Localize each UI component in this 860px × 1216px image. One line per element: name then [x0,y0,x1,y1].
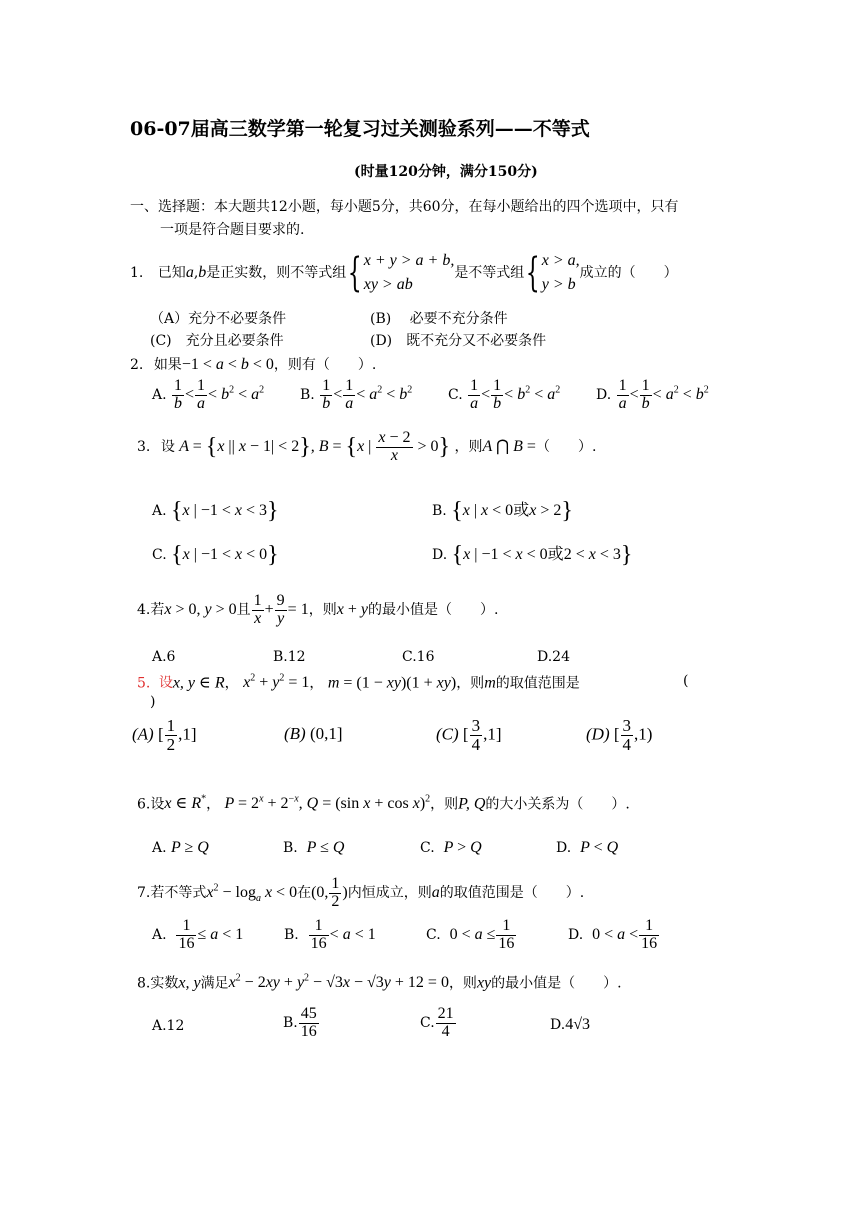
section-heading-line2: 一项是符合题目要求的. [160,222,305,238]
text: ，则有（ ）. [273,357,377,373]
label: D. [556,840,572,856]
q7-option-a: A. $\frac{1}{16}$ ≤ a < 1 [152,917,244,952]
question-4: 4.若x > 0, y > 0且 $\frac{1}{x}$ + $\frac{9}{y}$ = 1，则x + y的最小值是（ ）. [137,592,499,627]
label: C. [152,547,167,564]
q1-option-c: (C) 充分且必要条件 [150,333,284,349]
section-heading: 一、选择题：本大题共12小题，每小题5分，共60分，在每小题给出的四个选项中，只有 [130,199,679,215]
q3-option-a: A. {x | −1 < x < 3} [152,498,279,524]
q4-option-d: D.24 [537,649,570,665]
label: D. [432,547,448,564]
q6-option-a: A. P ≥ Q [152,839,209,856]
question-number: 5. [137,675,151,692]
text: （ ）. [535,438,597,455]
text: 且 [236,601,251,618]
q8-option-d: D.4√3 [550,1016,590,1033]
label: C. [420,840,435,856]
or-text: 或 [547,546,564,564]
text: 的取值范围是 [495,675,580,692]
text: 在 [297,884,312,901]
text: 设 [158,675,173,692]
label: A. [152,386,167,403]
q1-option-d: (D) 既不充分又不必要条件 [370,333,547,349]
q6-option-d: D. P < Q [556,839,619,856]
label: D. [596,386,612,403]
question-number: 4.若 [137,601,165,618]
question-number: 2. [130,357,144,373]
text: 是不等式组 [454,265,525,281]
text: ，则 [308,601,337,618]
q4-option-c: C.16 [402,649,435,665]
q8-option-c: C. $\frac{21}{4}$ [420,1005,454,1040]
question-number: 8.实数 [137,975,179,992]
text: 的最小值是（ ）. [367,601,499,618]
question-number: 1. [130,265,144,281]
text: 的最小值是（ ）. [491,975,622,992]
label: B. [283,840,298,856]
text: 设 [160,438,175,455]
q5-option-d: (D) [ $\frac{3}{4}$ ,1) [586,716,653,754]
question-5: 5. 设x, y ∈ R， $x^2 + y^2 = 1$， m = (1 − xy)(1 + xy)，则m的取值范围是 [137,673,580,692]
question-number: 7.若不等式 [137,884,207,901]
q3-option-b: B. {x | x < 0或x > 2} [432,498,573,524]
q4-option-a: A.6 [152,649,176,665]
q2-option-d: D. $\frac{1}{a}$ < $\frac{1}{b}$ < $a^2 < b^2$ [596,377,709,412]
q2-option-c: C. $\frac{1}{a}$ < $\frac{1}{b}$ < $b^2 < a^2$ [448,377,561,412]
q7-option-d: D. 0 < a < $\frac{1}{16}$ [568,917,658,952]
text: 是正实数，则不等式组 [206,265,347,281]
text: 内恒成立，则 [347,884,432,901]
q8-option-b: B. $\frac{45}{16}$ [283,1005,317,1040]
q2-option-a: A. $\frac{1}{b}$ < $\frac{1}{a}$ < $b^2 < a^2$ [152,377,265,412]
q5-option-c: (C) [ $\frac{3}{4}$ ,1] [436,716,502,754]
q5-paren-open: ( [683,673,689,689]
q4-option-b: B.12 [273,649,306,665]
question-number: 3. [137,438,151,455]
text: 成立的（ ） [579,265,678,281]
label: B. [300,386,315,403]
label: B. [432,503,447,520]
label: C. [448,386,463,403]
label: A. [152,503,167,520]
q1-option-a: （A）充分不必要条件 [150,311,287,327]
q5-option-b: (B) (0,1] [284,724,343,743]
q3-option-c: C. {x | −1 < x < 0} [152,542,279,568]
q8-option-a: A.12 [152,1018,185,1034]
q3-option-d: D. {x | −1 < x < 0或2 < x < 3} [432,542,633,568]
text: 的取值范围是（ ）. [439,884,585,901]
q6-option-c: C. P > Q [420,839,482,856]
question-8: 8.实数x, y满足$x^2 - 2xy + y^2 - √3x - √3y + 12 = 0$，则xy的最小值是（ ）. [137,973,622,992]
q5-option-a: (A) [ $\frac{1}{2}$ ,1] [132,716,197,754]
text: 已知 [157,265,186,281]
question-3: 3. 设 A = {x || x − 1| < 2}, B = {x | $\frac{x - 2}{x}$ > 0} ，则A ⋂ B =（ ）. [137,429,597,464]
text: ，则 [448,975,477,992]
text: 满足 [200,975,229,992]
question-number: 6.设 [137,796,165,813]
text: ，则 [454,438,483,455]
label: D. [568,926,584,943]
q7-option-b: B. $\frac{1}{16}$ < a < 1 [284,917,376,952]
label: B. [283,1014,298,1031]
question-6: 6.设x ∈ R*， $P = 2^x + 2^{-x}$, Q = (sin x + cos x)$^2$，则P, Q的大小关系为（ ）. [137,794,630,813]
page-subtitle: (时量120分钟，满分150分) [354,164,538,180]
text: 的大小关系为（ ）. [485,796,630,813]
label: A. [152,840,167,856]
or-text: 或 [513,502,530,520]
label: B. [284,926,299,943]
question-2: 2. 如果−1 < a < b < 0，则有（ ）. [130,356,377,373]
text: ，则 [456,675,485,692]
question-1: 1. 已知a,b是正实数，则不等式组{ x + y > a + b, xy > ab 是不等式组{ x > a, y > b 成立的（ ） [130,250,678,296]
label: A. [152,926,167,943]
q7-option-c: C. 0 < a ≤ $\frac{1}{16}$ [426,917,515,952]
label: C. [420,1014,435,1031]
label: C. [426,926,441,943]
q1-option-b: (B) 必要不充分条件 [370,311,508,327]
q2-option-b: B. $\frac{1}{b}$ < $\frac{1}{a}$ < $a^2 < b^2$ [300,377,413,412]
q5-paren-close: ) [150,694,156,710]
text: 如果 [153,357,182,373]
page-title: 06-07届高三数学第一轮复习过关测验系列——不等式 [130,118,590,140]
label: D. [550,1017,566,1033]
text: ，则 [430,796,459,813]
q6-option-b: B. P ≤ Q [283,839,345,856]
question-7: 7.若不等式$x^2 - \log_a x < 0$在(0, $\frac{1}{2}$ )内恒成立，则a的取值范围是（ ）. [137,875,585,910]
